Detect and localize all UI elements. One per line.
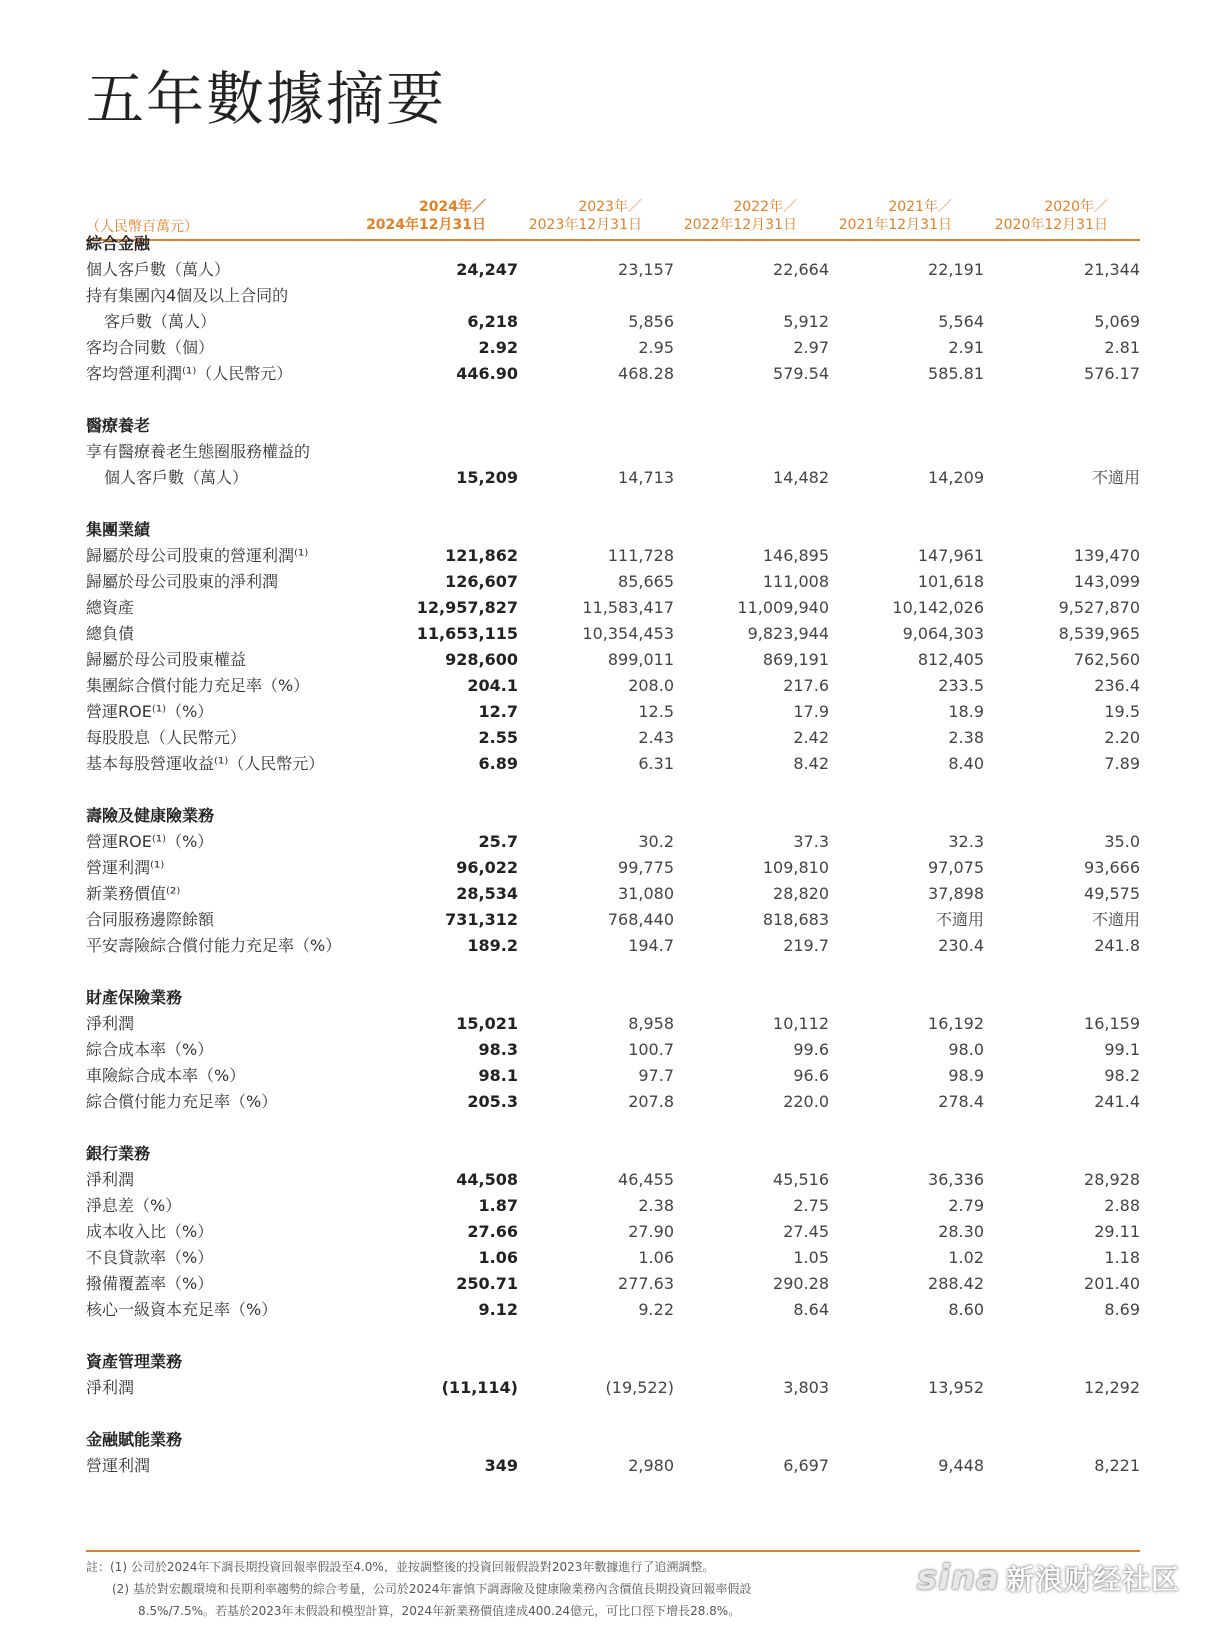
section-title: 綜合金融 [86,234,151,253]
cell-2022: 579.54 [773,364,829,383]
cell-2020: 201.40 [1084,1274,1140,1293]
cell-2020: 241.4 [1094,1092,1140,1111]
cell-2023: 23,157 [618,260,674,279]
cell-2021: 32.3 [948,832,984,851]
cell-2024: 1.87 [478,1196,518,1215]
cell-2023: 14,713 [618,468,674,487]
row-label: 每股股息（人民幣元） [86,728,247,747]
cell-2023: 9.22 [638,1300,674,1319]
cell-2023: 27.90 [628,1222,674,1241]
cell-2023: 768,440 [607,910,674,929]
cell-2024: 349 [484,1456,518,1475]
cell-2022: 27.45 [783,1222,829,1241]
row-label: 綜合成本率（%） [86,1040,214,1059]
cell-2021: 37,898 [928,884,984,903]
row-label: 歸屬於母公司股東權益 [86,650,247,669]
cell-2020: 236.4 [1094,676,1140,695]
cell-2021: 10,142,026 [892,598,984,617]
cell-2022: 9,823,944 [747,624,829,643]
section-heading [86,232,1140,256]
column-header-2022: 2022年／ 2022年12月31日 [683,199,797,233]
row-label: 歸屬於母公司股東的營運利潤⁽¹⁾ [86,546,309,565]
cell-2020: 29.11 [1094,1222,1140,1241]
cell-2022: 6,697 [783,1456,829,1475]
cell-2021: 22,191 [928,260,984,279]
cell-2022: 111,008 [762,572,829,591]
row-label: 撥備覆蓋率（%） [86,1274,214,1293]
cell-2022: 10,112 [773,1014,829,1033]
section-heading [86,804,1140,828]
row-label: 平安壽險綜合償付能力充足率（%） [86,936,342,955]
footnote-1: 註：(1) 公司於2024年下調長期投資回報率假設至4.0%，並按調整後的投資回報假設對2023年數據進行了追溯調整。 [86,1560,715,1574]
section-heading [86,986,1140,1010]
cell-2020: 1.18 [1104,1248,1140,1267]
row-label: 享有醫療養老生態圈服務權益的 [86,442,311,461]
cell-2022: 17.9 [793,702,829,721]
row-label: 淨利潤 [86,1378,135,1397]
table-row [86,1272,1140,1296]
cell-2020: 8,221 [1094,1456,1140,1475]
cell-2024: 11,653,115 [416,624,518,643]
cell-2022: 818,683 [762,910,829,929]
cell-2022: 2.42 [793,728,829,747]
cell-2021: 36,336 [928,1170,984,1189]
column-header-2021: 2021年／ 2021年12月31日 [838,199,952,233]
cell-2023: 30.2 [638,832,674,851]
cell-2020: 241.8 [1094,936,1140,955]
table-row [86,258,1140,282]
cell-2023: 468.28 [618,364,674,383]
page-title: 五年數據摘要 [86,65,447,133]
cell-2020: 576.17 [1084,364,1140,383]
cell-2023: 46,455 [618,1170,674,1189]
cell-2021: 101,618 [917,572,984,591]
table-row [86,336,1140,360]
cell-2024: 6,218 [467,312,518,331]
cell-2020: 9,527,870 [1058,598,1140,617]
cell-2021: 230.4 [938,936,984,955]
cell-2021: 8.40 [948,754,984,773]
cell-2023: 1.06 [638,1248,674,1267]
cell-2024: 12,957,827 [416,598,518,617]
table-row [86,752,1140,776]
row-label: 營運ROE⁽¹⁾（%） [86,702,214,721]
section-heading [86,518,1140,542]
cell-2021: 不適用 [935,910,984,929]
section-title: 財產保險業務 [86,988,183,1007]
cell-2022: 1.05 [793,1248,829,1267]
table-row [86,856,1140,880]
cell-2024: 2.55 [478,728,518,747]
section-title: 資產管理業務 [86,1352,183,1371]
cell-2024: 250.71 [456,1274,518,1293]
section-title: 銀行業務 [86,1144,151,1163]
row-label: 車險綜合成本率（%） [86,1066,246,1085]
table-row [86,648,1140,672]
row-label: 歸屬於母公司股東的淨利潤 [86,572,279,591]
row-label: 成本收入比（%） [86,1222,214,1241]
table-row [86,1220,1140,1244]
cell-2021: 288.42 [928,1274,984,1293]
table-row [86,674,1140,698]
cell-2024: 44,508 [456,1170,518,1189]
table-row [86,934,1140,958]
row-label: 基本每股營運收益⁽¹⁾（人民幣元） [86,754,325,773]
table-row [86,1038,1140,1062]
row-label: 營運利潤 [86,1456,151,1475]
unit-label: （人民幣百萬元） [86,219,198,235]
table-row [86,1376,1140,1400]
table-row [86,700,1140,724]
cell-2021: 2.38 [948,728,984,747]
cell-2022: 869,191 [762,650,829,669]
cell-2024: 928,600 [445,650,518,669]
cell-2021: 28.30 [938,1222,984,1241]
cell-2021: 2.91 [948,338,984,357]
cell-2021: 14,209 [928,468,984,487]
cell-2022: 2.75 [793,1196,829,1215]
cell-2024: 96,022 [456,858,518,877]
cell-2021: 2.79 [948,1196,984,1215]
cell-2021: 233.5 [938,676,984,695]
cell-2020: 28,928 [1084,1170,1140,1189]
cell-2023: 10,354,453 [582,624,674,643]
section-title: 集團業績 [86,520,151,539]
cell-2022: 2.97 [793,338,829,357]
cell-2023: 99,775 [618,858,674,877]
row-label: 不良貸款率（%） [86,1248,214,1267]
cell-2020: 2.20 [1104,728,1140,747]
cell-2024: 2.92 [478,338,518,357]
cell-2021: 812,405 [917,650,984,669]
cell-2020: 139,470 [1073,546,1140,565]
cell-2023: 97.7 [638,1066,674,1085]
table-row [86,1064,1140,1088]
table-row [86,284,1140,308]
section-title: 壽險及健康險業務 [86,806,215,825]
cell-2024: 15,021 [456,1014,518,1033]
cell-2024: 28,534 [456,884,518,903]
row-label: 營運ROE⁽¹⁾（%） [86,832,214,851]
table-row [86,1090,1140,1114]
footnote-2-cont: 8.5%/7.5%。若基於2023年末假設和模型計算，2024年新業務價值達成400.24億元，可比口徑下增長28.8%。 [138,1604,741,1618]
cell-2024: 27.66 [467,1222,518,1241]
row-label: 綜合償付能力充足率（%） [86,1092,278,1111]
row-label: 個人客戶數（萬人） [104,468,249,487]
column-header-2020: 2020年／ 2020年12月31日 [994,199,1108,233]
cell-2023: 2.43 [638,728,674,747]
table-row [86,1168,1140,1192]
cell-2021: 9,064,303 [902,624,984,643]
table-row [86,466,1140,490]
cell-2022: 217.6 [783,676,829,695]
cell-2024: 121,862 [445,546,518,565]
cell-2022: 220.0 [783,1092,829,1111]
row-label: 集團綜合償付能力充足率（%） [86,676,310,695]
cell-2020: 不適用 [1091,910,1140,929]
table-row [86,1298,1140,1322]
section-heading [86,1428,1140,1452]
row-label: 淨利潤 [86,1170,135,1189]
cell-2021: 1.02 [948,1248,984,1267]
cell-2022: 3,803 [783,1378,829,1397]
cell-2023: (19,522) [605,1378,674,1397]
cell-2022: 219.7 [783,936,829,955]
row-label: 客均營運利潤⁽¹⁾（人民幣元） [86,364,293,383]
cell-2020: 93,666 [1084,858,1140,877]
cell-2021: 585.81 [928,364,984,383]
cell-2024: 205.3 [467,1092,518,1111]
cell-2022: 109,810 [762,858,829,877]
cell-2023: 100.7 [628,1040,674,1059]
row-label: 個人客戶數（萬人） [86,260,231,279]
column-header-2024: 2024年／ 2024年12月31日 [366,199,486,233]
cell-2023: 85,665 [618,572,674,591]
cell-2023: 6.31 [638,754,674,773]
cell-2023: 31,080 [618,884,674,903]
cell-2020: 8.69 [1104,1300,1140,1319]
cell-2024: 24,247 [456,260,518,279]
cell-2020: 8,539,965 [1058,624,1140,643]
cell-2024: 25.7 [478,832,518,851]
cell-2023: 8,958 [628,1014,674,1033]
cell-2020: 98.2 [1104,1066,1140,1085]
section-heading [86,1142,1140,1166]
row-label: 持有集團內4個及以上合同的 [86,286,289,305]
table-row [86,726,1140,750]
section-heading [86,1350,1140,1374]
cell-2022: 11,009,940 [737,598,829,617]
cell-2021: 8.60 [948,1300,984,1319]
cell-2024: 731,312 [445,910,518,929]
cell-2020: 99.1 [1104,1040,1140,1059]
cell-2024: 98.1 [478,1066,518,1085]
cell-2022: 146,895 [762,546,829,565]
cell-2022: 28,820 [773,884,829,903]
cell-2020: 2.81 [1104,338,1140,357]
footer-divider [86,1550,1140,1552]
cell-2023: 208.0 [628,676,674,695]
cell-2020: 19.5 [1104,702,1140,721]
cell-2024: 98.3 [478,1040,518,1059]
cell-2024: 15,209 [456,468,518,487]
table-row [86,1194,1140,1218]
table-row [86,310,1140,334]
cell-2020: 21,344 [1084,260,1140,279]
column-header-2023: 2023年／ 2023年12月31日 [528,199,642,233]
sina-watermark [917,1558,1180,1598]
cell-2022: 22,664 [773,260,829,279]
row-label: 合同服務邊際餘額 [86,910,215,929]
cell-2021: 16,192 [928,1014,984,1033]
footnote-2: (2) 基於對宏觀環境和長期利率趨勢的綜合考量，公司於2024年審慎下調壽險及健康險業務內含價值長期投資回報率假設 [112,1582,752,1596]
cell-2022: 14,482 [773,468,829,487]
cell-2023: 194.7 [628,936,674,955]
table-row [86,362,1140,386]
cell-2024: 446.90 [456,364,518,383]
cell-2024: 189.2 [467,936,518,955]
row-label: 核心一級資本充足率（%） [86,1300,278,1319]
row-label: 淨息差（%） [86,1196,182,1215]
cell-2023: 2,980 [628,1456,674,1475]
cell-2020: 143,099 [1073,572,1140,591]
table-row [86,1454,1140,1478]
cell-2022: 290.28 [773,1274,829,1293]
cell-2020: 12,292 [1084,1378,1140,1397]
cell-2023: 111,728 [607,546,674,565]
table-row [86,1246,1140,1270]
cell-2021: 97,075 [928,858,984,877]
cell-2023: 899,011 [607,650,674,669]
cell-2022: 8.64 [793,1300,829,1319]
cell-2021: 9,448 [938,1456,984,1475]
cell-2020: 不適用 [1091,468,1140,487]
row-label: 客均合同數（個） [86,338,215,357]
table-row [86,544,1140,568]
table-row [86,596,1140,620]
cell-2020: 762,560 [1073,650,1140,669]
cell-2024: (11,114) [441,1378,518,1397]
cell-2023: 2.95 [638,338,674,357]
row-label: 新業務價值⁽²⁾ [86,884,181,903]
section-title: 金融賦能業務 [86,1430,183,1449]
cell-2022: 99.6 [793,1040,829,1059]
cell-2021: 147,961 [917,546,984,565]
cell-2023: 2.38 [638,1196,674,1215]
table-row [86,622,1140,646]
cell-2024: 9.12 [478,1300,518,1319]
cell-2022: 45,516 [773,1170,829,1189]
table-row [86,570,1140,594]
row-label: 營運利潤⁽¹⁾ [86,858,165,877]
table-row [86,1012,1140,1036]
watermark-text: 新浪财经社区 [1005,1563,1180,1596]
cell-2020: 7.89 [1104,754,1140,773]
cell-2020: 5,069 [1094,312,1140,331]
row-label: 總負債 [86,624,135,643]
cell-2022: 96.6 [793,1066,829,1085]
cell-2021: 98.0 [948,1040,984,1059]
cell-2021: 278.4 [938,1092,984,1111]
cell-2023: 11,583,417 [582,598,674,617]
cell-2024: 204.1 [467,676,518,695]
section-heading [86,414,1140,438]
cell-2024: 6.89 [478,754,518,773]
cell-2021: 5,564 [938,312,984,331]
cell-2021: 13,952 [928,1378,984,1397]
row-label: 總資產 [86,598,135,617]
cell-2020: 16,159 [1084,1014,1140,1033]
row-label: 客戶數（萬人） [104,312,217,331]
cell-2022: 8.42 [793,754,829,773]
cell-2024: 12.7 [478,702,518,721]
cell-2023: 12.5 [638,702,674,721]
cell-2020: 2.88 [1104,1196,1140,1215]
cell-2020: 49,575 [1084,884,1140,903]
cell-2021: 98.9 [948,1066,984,1085]
cell-2023: 207.8 [628,1092,674,1111]
section-title: 醫療養老 [86,416,151,435]
table-row [86,440,1140,464]
sina-logo: sina [916,1558,1000,1598]
cell-2022: 5,912 [783,312,829,331]
table-row [86,830,1140,854]
table-row [86,908,1140,932]
table-row [86,882,1140,906]
cell-2021: 18.9 [948,702,984,721]
cell-2020: 35.0 [1104,832,1140,851]
cell-2024: 1.06 [478,1248,518,1267]
cell-2023: 277.63 [618,1274,674,1293]
cell-2024: 126,607 [445,572,518,591]
cell-2023: 5,856 [628,312,674,331]
row-label: 淨利潤 [86,1014,135,1033]
cell-2022: 37.3 [793,832,829,851]
